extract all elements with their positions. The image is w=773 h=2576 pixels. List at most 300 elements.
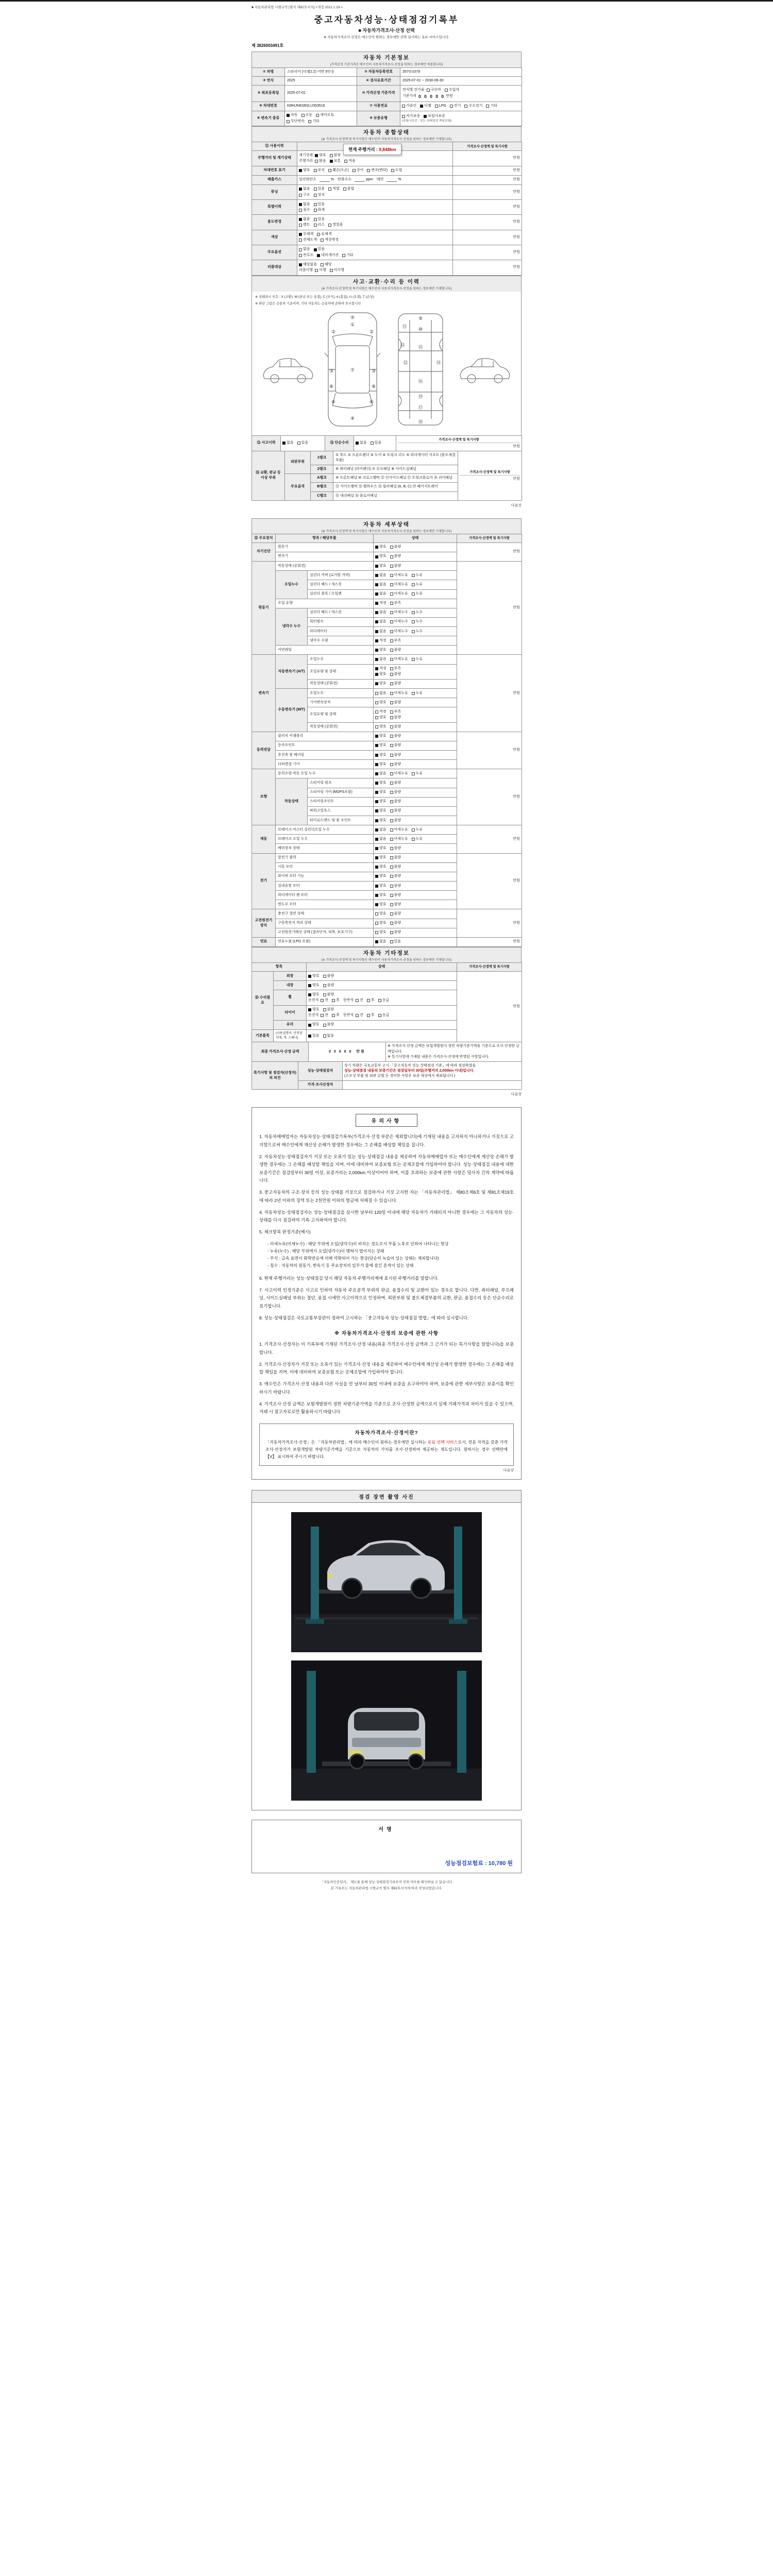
checkbox-option[interactable] (390, 554, 401, 559)
checkbox-option[interactable] (375, 715, 386, 720)
checkbox-icon[interactable] (391, 169, 394, 172)
checkbox-option[interactable] (356, 998, 363, 1003)
checkbox-option[interactable] (308, 974, 320, 979)
checkbox-icon[interactable] (390, 847, 393, 850)
checkbox-icon[interactable] (390, 658, 393, 661)
checkbox-option[interactable] (375, 700, 386, 705)
checkbox-icon[interactable] (375, 782, 378, 785)
checkbox-option[interactable] (412, 771, 423, 776)
checkbox-icon[interactable] (342, 254, 345, 257)
checkbox-option[interactable] (323, 974, 334, 979)
checkbox-option[interactable] (390, 902, 401, 907)
checkbox-option[interactable] (375, 790, 386, 795)
checkbox-option[interactable] (390, 799, 401, 804)
checkbox-icon[interactable] (308, 1008, 311, 1011)
checkbox-option[interactable] (390, 715, 401, 720)
checkbox-option[interactable] (390, 638, 401, 643)
checkbox-icon[interactable] (323, 993, 326, 996)
checkbox-option[interactable] (287, 113, 298, 118)
checkbox-option[interactable] (375, 911, 386, 917)
checkbox-icon[interactable] (314, 194, 317, 197)
checkbox-option[interactable] (367, 168, 388, 173)
checkbox-icon[interactable] (375, 639, 378, 642)
checkbox-icon[interactable] (390, 630, 393, 633)
checkbox-icon[interactable] (412, 583, 415, 586)
checkbox-option[interactable] (390, 846, 401, 851)
checkbox-icon[interactable] (299, 224, 302, 227)
checkbox-icon[interactable] (375, 710, 378, 714)
checkbox-option[interactable] (323, 1007, 334, 1012)
checkbox-icon[interactable] (332, 1014, 335, 1017)
checkbox-option[interactable] (308, 1033, 320, 1039)
checkbox-option[interactable] (375, 672, 386, 677)
checkbox-icon[interactable] (375, 885, 378, 888)
checkbox-icon[interactable] (314, 224, 317, 227)
checkbox-icon[interactable] (321, 1014, 324, 1017)
checkbox-option[interactable] (390, 874, 401, 879)
checkbox-option[interactable] (314, 168, 325, 173)
checkbox-option[interactable] (390, 762, 401, 767)
checkbox-icon[interactable] (390, 701, 393, 704)
checkbox-icon[interactable] (375, 701, 378, 704)
checkbox-icon[interactable] (297, 442, 300, 445)
checkbox-option[interactable] (390, 629, 408, 634)
checkbox-option[interactable] (390, 601, 401, 606)
checkbox-option[interactable] (390, 930, 401, 935)
checkbox-icon[interactable] (390, 856, 393, 859)
checkbox-icon[interactable] (330, 154, 333, 157)
checkbox-icon[interactable] (412, 620, 415, 623)
checkbox-icon[interactable] (308, 993, 311, 996)
checkbox-option[interactable] (321, 1013, 328, 1018)
checkbox-option[interactable] (375, 638, 386, 643)
checkbox-icon[interactable] (375, 838, 378, 841)
checkbox-icon[interactable] (375, 667, 378, 670)
checkbox-icon[interactable] (390, 809, 393, 812)
checkbox-option[interactable] (352, 168, 364, 173)
checkbox-icon[interactable] (390, 931, 393, 934)
checkbox-icon[interactable] (390, 667, 393, 670)
checkbox-icon[interactable] (390, 772, 393, 775)
checkbox-option[interactable] (412, 657, 423, 662)
checkbox-icon[interactable] (390, 725, 393, 728)
checkbox-icon[interactable] (390, 744, 393, 747)
checkbox-icon[interactable] (378, 1014, 381, 1017)
checkbox-option[interactable] (375, 865, 386, 870)
checkbox-option[interactable] (412, 629, 423, 634)
checkbox-option[interactable] (375, 893, 386, 898)
checkbox-icon[interactable] (435, 105, 438, 108)
checkbox-option[interactable] (390, 818, 401, 823)
checkbox-icon[interactable] (412, 692, 415, 695)
checkbox-option[interactable] (308, 1022, 320, 1027)
checkbox-icon[interactable] (299, 188, 302, 191)
checkbox-icon[interactable] (464, 105, 467, 108)
checkbox-option[interactable] (402, 114, 420, 119)
checkbox-option[interactable] (375, 930, 386, 935)
checkbox-icon[interactable] (390, 791, 393, 794)
checkbox-option[interactable] (412, 582, 423, 587)
checkbox-option[interactable] (375, 554, 386, 559)
checkbox-icon[interactable] (375, 620, 378, 623)
checkbox-option[interactable] (390, 808, 401, 814)
checkbox-icon[interactable] (375, 602, 378, 605)
checkbox-icon[interactable] (299, 169, 302, 172)
checkbox-icon[interactable] (375, 692, 378, 695)
checkbox-option[interactable] (282, 440, 294, 446)
checkbox-icon[interactable] (308, 1024, 311, 1027)
checkbox-icon[interactable] (323, 975, 326, 978)
checkbox-icon[interactable] (299, 203, 302, 206)
checkbox-icon[interactable] (375, 894, 378, 897)
checkbox-icon[interactable] (375, 574, 378, 577)
checkbox-option[interactable] (299, 168, 310, 173)
checkbox-option[interactable] (390, 691, 408, 696)
checkbox-option[interactable] (328, 187, 340, 192)
checkbox-icon[interactable] (390, 763, 393, 766)
checkbox-option[interactable] (323, 1033, 334, 1039)
checkbox-icon[interactable] (390, 692, 393, 695)
checkbox-option[interactable] (375, 799, 386, 804)
checkbox-icon[interactable] (321, 239, 324, 242)
checkbox-option[interactable] (330, 159, 341, 164)
checkbox-icon[interactable] (412, 574, 415, 577)
checkbox-icon[interactable] (299, 254, 302, 257)
checkbox-option[interactable] (390, 827, 408, 833)
checkbox-option[interactable] (390, 564, 401, 569)
checkbox-option[interactable] (314, 202, 325, 207)
checkbox-icon[interactable] (390, 620, 393, 623)
checkbox-icon[interactable] (375, 819, 378, 822)
checkbox-icon[interactable] (390, 592, 393, 596)
checkbox-option[interactable] (375, 855, 386, 860)
checkbox-option[interactable] (375, 564, 386, 569)
checkbox-option[interactable] (375, 837, 386, 842)
checkbox-icon[interactable] (375, 744, 378, 747)
checkbox-option[interactable] (390, 545, 401, 550)
checkbox-option[interactable] (412, 619, 423, 624)
checkbox-icon[interactable] (352, 169, 356, 172)
checkbox-option[interactable] (390, 724, 401, 730)
checkbox-option[interactable] (390, 790, 401, 795)
checkbox-icon[interactable] (323, 984, 326, 987)
checkbox-icon[interactable] (390, 673, 393, 676)
checkbox-icon[interactable] (299, 194, 302, 197)
checkbox-icon[interactable] (301, 114, 305, 117)
checkbox-icon[interactable] (375, 800, 378, 803)
checkbox-option[interactable] (375, 629, 386, 634)
checkbox-icon[interactable] (390, 716, 393, 719)
checkbox-option[interactable] (308, 1007, 320, 1012)
checkbox-option[interactable] (299, 202, 310, 207)
checkbox-icon[interactable] (315, 269, 318, 272)
checkbox-icon[interactable] (375, 931, 378, 934)
checkbox-icon[interactable] (390, 710, 393, 714)
checkbox-option[interactable] (420, 104, 431, 109)
checkbox-option[interactable] (315, 159, 326, 164)
checkbox-icon[interactable] (375, 856, 378, 859)
checkbox-icon[interactable] (308, 975, 311, 978)
checkbox-option[interactable] (375, 939, 386, 944)
checkbox-icon[interactable] (390, 800, 393, 803)
checkbox-option[interactable] (450, 104, 461, 109)
checkbox-option[interactable] (375, 610, 386, 615)
checkbox-option[interactable] (390, 837, 408, 842)
checkbox-icon[interactable] (412, 838, 415, 841)
checkbox-option[interactable] (390, 573, 408, 578)
checkbox-option[interactable] (390, 753, 401, 758)
checkbox-icon[interactable] (314, 169, 317, 172)
checkbox-option[interactable] (375, 591, 386, 597)
checkbox-icon[interactable] (390, 754, 393, 757)
checkbox-option[interactable] (375, 743, 386, 748)
checkbox-option[interactable] (375, 753, 386, 758)
checkbox-option[interactable] (342, 253, 354, 258)
checkbox-option[interactable] (375, 545, 386, 550)
checkbox-option[interactable] (375, 582, 386, 587)
checkbox-option[interactable] (297, 440, 309, 446)
checkbox-icon[interactable] (299, 248, 302, 251)
checkbox-icon[interactable] (390, 828, 393, 832)
checkbox-option[interactable] (390, 700, 401, 705)
checkbox-icon[interactable] (287, 120, 290, 123)
checkbox-icon[interactable] (375, 611, 378, 614)
checkbox-option[interactable] (390, 672, 401, 677)
checkbox-icon[interactable] (375, 649, 378, 652)
checkbox-icon[interactable] (321, 263, 324, 266)
checkbox-option[interactable] (299, 262, 317, 267)
checkbox-icon[interactable] (375, 555, 378, 558)
checkbox-option[interactable] (367, 1013, 375, 1018)
checkbox-icon[interactable] (356, 442, 359, 445)
checkbox-icon[interactable] (375, 716, 378, 719)
checkbox-icon[interactable] (375, 763, 378, 766)
checkbox-icon[interactable] (367, 999, 370, 1002)
checkbox-icon[interactable] (390, 912, 393, 916)
checkbox-option[interactable] (323, 983, 334, 988)
checkbox-option[interactable] (412, 837, 423, 842)
checkbox-icon[interactable] (390, 546, 393, 549)
checkbox-option[interactable] (314, 217, 325, 222)
checkbox-option[interactable] (412, 827, 423, 833)
checkbox-option[interactable] (390, 610, 408, 615)
checkbox-icon[interactable] (412, 828, 415, 832)
checkbox-icon[interactable] (390, 866, 393, 869)
checkbox-icon[interactable] (412, 611, 415, 614)
checkbox-icon[interactable] (390, 894, 393, 897)
checkbox-icon[interactable] (427, 89, 430, 92)
checkbox-option[interactable] (371, 440, 382, 446)
checkbox-icon[interactable] (378, 999, 381, 1002)
checkbox-icon[interactable] (375, 630, 378, 633)
checkbox-option[interactable] (390, 781, 401, 786)
checkbox-icon[interactable] (314, 188, 317, 191)
checkbox-option[interactable] (375, 657, 386, 662)
checkbox-icon[interactable] (375, 940, 378, 943)
checkbox-icon[interactable] (315, 160, 318, 163)
checkbox-icon[interactable] (375, 546, 378, 549)
checkbox-option[interactable] (332, 1013, 340, 1018)
checkbox-icon[interactable] (390, 565, 393, 568)
checkbox-option[interactable] (315, 268, 326, 273)
checkbox-icon[interactable] (390, 639, 393, 642)
checkbox-option[interactable] (323, 1022, 334, 1027)
checkbox-option[interactable] (390, 582, 408, 587)
checkbox-option[interactable] (390, 865, 401, 870)
checkbox-option[interactable] (390, 771, 408, 776)
checkbox-icon[interactable] (314, 209, 317, 212)
checkbox-option[interactable] (314, 208, 325, 213)
checkbox-icon[interactable] (375, 658, 378, 661)
checkbox-icon[interactable] (390, 682, 393, 685)
checkbox-icon[interactable] (299, 239, 302, 242)
checkbox-option[interactable] (375, 818, 386, 823)
checkbox-option[interactable] (375, 691, 386, 696)
checkbox-icon[interactable] (299, 218, 302, 221)
checkbox-icon[interactable] (299, 209, 302, 212)
checkbox-icon[interactable] (390, 735, 393, 738)
checkbox-icon[interactable] (328, 169, 331, 172)
checkbox-option[interactable] (390, 648, 401, 653)
checkbox-icon[interactable] (375, 791, 378, 794)
checkbox-option[interactable] (375, 874, 386, 879)
checkbox-option[interactable] (344, 159, 356, 164)
checkbox-option[interactable] (299, 253, 313, 258)
checkbox-icon[interactable] (390, 602, 393, 605)
checkbox-icon[interactable] (375, 682, 378, 685)
checkbox-option[interactable] (317, 253, 339, 258)
checkbox-icon[interactable] (367, 169, 370, 172)
checkbox-icon[interactable] (412, 630, 415, 633)
checkbox-option[interactable] (299, 187, 310, 192)
checkbox-option[interactable] (412, 691, 423, 696)
checkbox-option[interactable] (390, 893, 401, 898)
checkbox-option[interactable] (390, 591, 408, 597)
checkbox-option[interactable] (356, 1013, 363, 1018)
checkbox-icon[interactable] (424, 115, 427, 118)
checkbox-option[interactable] (390, 939, 401, 944)
checkbox-icon[interactable] (343, 188, 346, 191)
checkbox-icon[interactable] (375, 754, 378, 757)
checkbox-option[interactable] (464, 104, 482, 109)
checkbox-option[interactable] (390, 681, 401, 686)
checkbox-icon[interactable] (375, 809, 378, 812)
checkbox-icon[interactable] (375, 583, 378, 586)
checkbox-icon[interactable] (412, 658, 415, 661)
checkbox-option[interactable] (299, 217, 310, 222)
checkbox-icon[interactable] (445, 89, 448, 92)
checkbox-icon[interactable] (390, 819, 393, 822)
checkbox-option[interactable] (412, 610, 423, 615)
checkbox-option[interactable] (378, 1013, 390, 1018)
checkbox-option[interactable] (390, 921, 401, 926)
checkbox-option[interactable] (375, 921, 386, 926)
checkbox-icon[interactable] (356, 1014, 359, 1017)
checkbox-icon[interactable] (315, 154, 318, 157)
checkbox-option[interactable] (375, 724, 386, 730)
checkbox-option[interactable] (308, 992, 320, 997)
checkbox-option[interactable] (328, 223, 343, 228)
checkbox-icon[interactable] (321, 999, 324, 1002)
checkbox-option[interactable] (375, 781, 386, 786)
checkbox-icon[interactable] (375, 875, 378, 878)
checkbox-icon[interactable] (317, 233, 320, 236)
checkbox-option[interactable] (375, 666, 386, 671)
checkbox-icon[interactable] (308, 984, 311, 987)
checkbox-option[interactable] (375, 709, 386, 715)
checkbox-option[interactable] (308, 983, 320, 988)
checkbox-option[interactable] (321, 238, 339, 243)
checkbox-icon[interactable] (412, 772, 415, 775)
checkbox-option[interactable] (299, 223, 310, 228)
checkbox-option[interactable] (317, 232, 331, 237)
checkbox-option[interactable] (343, 187, 355, 192)
checkbox-icon[interactable] (390, 574, 393, 577)
checkbox-option[interactable] (375, 846, 386, 851)
checkbox-icon[interactable] (390, 885, 393, 888)
checkbox-icon[interactable] (390, 583, 393, 586)
checkbox-option[interactable] (390, 884, 401, 889)
checkbox-option[interactable] (402, 104, 416, 109)
checkbox-icon[interactable] (375, 828, 378, 832)
checkbox-icon[interactable] (390, 875, 393, 878)
checkbox-icon[interactable] (323, 1024, 326, 1027)
checkbox-icon[interactable] (375, 847, 378, 850)
checkbox-option[interactable] (390, 709, 401, 715)
checkbox-option[interactable] (328, 168, 349, 173)
checkbox-option[interactable] (314, 223, 325, 228)
checkbox-option[interactable] (375, 681, 386, 686)
checkbox-option[interactable] (445, 88, 459, 93)
checkbox-option[interactable] (301, 113, 313, 118)
checkbox-option[interactable] (427, 88, 441, 93)
checkbox-option[interactable] (332, 998, 340, 1003)
checkbox-option[interactable] (390, 734, 401, 739)
checkbox-option[interactable] (321, 262, 332, 267)
checkbox-icon[interactable] (332, 999, 335, 1002)
checkbox-icon[interactable] (402, 105, 405, 108)
checkbox-option[interactable] (330, 153, 341, 158)
checkbox-icon[interactable] (308, 120, 311, 123)
checkbox-option[interactable] (314, 193, 325, 198)
checkbox-icon[interactable] (323, 1008, 326, 1011)
checkbox-option[interactable] (375, 648, 386, 653)
checkbox-option[interactable] (424, 114, 445, 119)
checkbox-icon[interactable] (375, 673, 378, 676)
checkbox-option[interactable] (323, 992, 334, 997)
checkbox-option[interactable] (321, 998, 328, 1003)
checkbox-option[interactable] (375, 771, 386, 776)
checkbox-icon[interactable] (375, 565, 378, 568)
checkbox-icon[interactable] (420, 105, 423, 108)
checkbox-option[interactable] (316, 113, 334, 118)
checkbox-icon[interactable] (287, 114, 290, 117)
checkbox-icon[interactable] (375, 725, 378, 728)
checkbox-option[interactable] (390, 911, 401, 917)
checkbox-icon[interactable] (328, 224, 331, 227)
checkbox-option[interactable] (412, 591, 423, 597)
checkbox-option[interactable] (375, 619, 386, 624)
checkbox-option[interactable] (299, 247, 310, 252)
checkbox-option[interactable] (375, 827, 386, 833)
checkbox-icon[interactable] (375, 772, 378, 775)
checkbox-icon[interactable] (282, 442, 285, 445)
checkbox-icon[interactable] (402, 115, 405, 118)
checkbox-icon[interactable] (375, 866, 378, 869)
checkbox-icon[interactable] (390, 922, 393, 925)
checkbox-icon[interactable] (299, 263, 302, 266)
checkbox-icon[interactable] (308, 1035, 311, 1038)
